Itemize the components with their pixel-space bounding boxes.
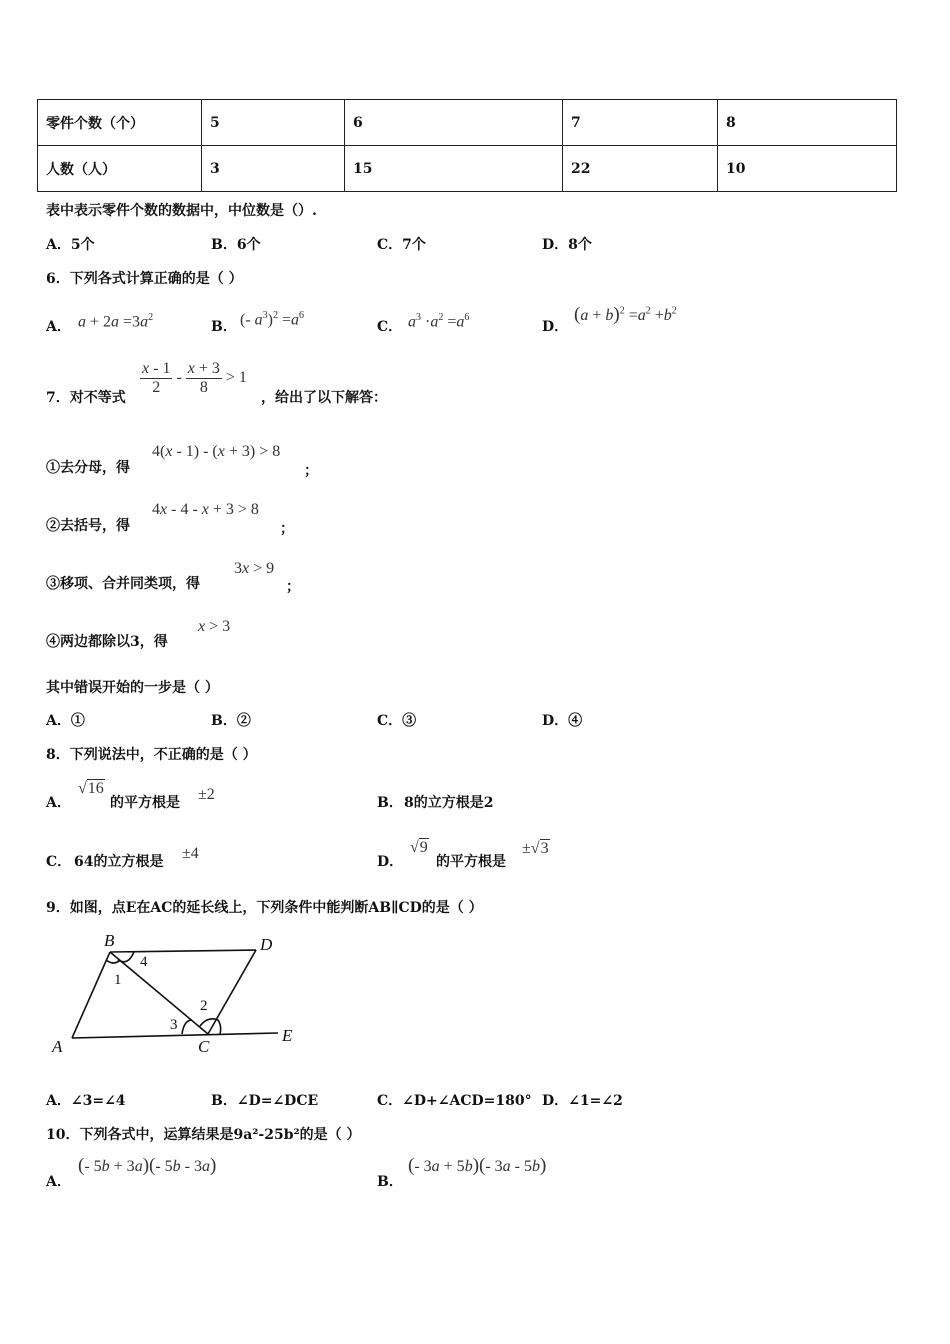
- q10-option-b-label: B．: [377, 1174, 403, 1190]
- table-cell: 3: [202, 146, 345, 192]
- q8-option-a-text: 的平方根是: [110, 795, 180, 811]
- q8-stem: 8．下列说法中，不正确的是（ ）: [46, 747, 257, 763]
- label-b: B: [104, 931, 115, 950]
- table-cell: 7: [563, 100, 718, 146]
- option-label: A．: [46, 237, 71, 253]
- option-text: ①: [70, 713, 85, 729]
- option-label: C．: [377, 237, 403, 253]
- option-label: C．: [377, 713, 403, 729]
- q9-stem: 9．如图，点E在AC的延长线上，下列条件中能判断AB∥CD的是（ ）: [46, 900, 483, 916]
- label-c: C: [198, 1037, 210, 1056]
- option-label: B．: [211, 237, 237, 253]
- q7-step-2-formula: 4x - 4 - x + 3 > 8: [152, 501, 259, 518]
- table-cell: 15: [345, 146, 563, 192]
- option-text: 7个: [402, 237, 426, 253]
- q10-stem-post: 的是（ ）: [299, 1127, 361, 1143]
- option-text: 5个: [70, 237, 95, 253]
- option-text: ③: [402, 713, 417, 729]
- table-cell: 22: [563, 146, 718, 192]
- option-text: ∠D=∠DCE: [236, 1093, 319, 1109]
- q7-option-b: [211, 710, 251, 730]
- q9-option-d: [542, 1090, 623, 1110]
- table-cell: 零件个数（个）: [38, 100, 202, 146]
- q7-step-1-formula: 4(x - 1) - (x + 3) > 8: [152, 443, 281, 460]
- q8-option-d-label: D．: [377, 854, 404, 870]
- option-text: ∠1=∠2: [568, 1093, 623, 1109]
- label-d: D: [260, 935, 273, 954]
- q8-option-a-label: A．: [46, 795, 71, 811]
- angle-arc-4: [118, 952, 134, 962]
- q7-step-3: ③移项、合并同类项，得: [46, 576, 200, 592]
- q9-option-a: [46, 1090, 126, 1110]
- option-text: ∠D+∠ACD=180°: [402, 1093, 532, 1109]
- q6-stem: 6．下列各式计算正确的是（ ）: [46, 271, 243, 287]
- q7-option-d: [542, 710, 582, 730]
- option-text: ④: [568, 713, 583, 729]
- q10-stem: [46, 1124, 361, 1144]
- q6-option-d-formula: $(a + b)^2 =a^2 +b^2$: [574, 304, 677, 325]
- q7-option-c: [377, 710, 416, 730]
- q10-option-b-formula: (- 3a + 5b)(- 3a - 5b): [408, 1155, 547, 1176]
- q7-suffix: ，给出了以下解答：: [261, 390, 387, 406]
- segment-bc: [110, 952, 208, 1034]
- q7-step-1-end: ；: [304, 463, 318, 479]
- q5-option-b: [211, 234, 261, 254]
- data-table: [37, 99, 897, 192]
- table-cell: 5: [202, 100, 345, 146]
- angle-label-1: 1: [114, 972, 122, 988]
- q7-step-2: ②去括号，得: [46, 518, 130, 534]
- option-text: ②: [236, 713, 251, 729]
- q8-option-b-label: B．: [377, 795, 403, 811]
- q10-option-a-label: A．: [46, 1174, 71, 1190]
- q7-prefix: 7．对不等式: [46, 390, 126, 406]
- table-row: [38, 100, 897, 146]
- table-row: [38, 146, 897, 192]
- q6-option-a-label: A．: [46, 319, 71, 335]
- q6-option-c-formula: $a^3 \cdot a^2 =a^6$: [408, 312, 470, 331]
- q8-option-d-text: 的平方根是: [436, 854, 506, 870]
- segment-ae: [72, 1033, 278, 1038]
- q8-option-a-result: ±2: [198, 786, 215, 803]
- q6-option-a-formula: $a + 2a =3a^2$: [78, 312, 154, 331]
- angle-label-3: 3: [170, 1017, 178, 1033]
- q8-option-b-text: 8的立方根是2: [404, 795, 494, 811]
- option-label: A．: [46, 1093, 71, 1109]
- q8-option-c-result: ±4: [182, 845, 199, 862]
- table-cell: 10: [718, 146, 897, 192]
- angle-label-4: 4: [140, 954, 148, 970]
- q8-option-c-label: C．: [46, 854, 72, 870]
- q9-figure: [46, 928, 306, 1060]
- q6-option-b-label: B．: [211, 319, 237, 335]
- q10-stem-pre: 10．下列各式中，运算结果是: [46, 1127, 234, 1143]
- q6-option-c-label: C．: [377, 319, 403, 335]
- q8-option-d-formula: √9: [410, 839, 428, 856]
- segment-ab: [72, 952, 110, 1038]
- option-text: 6个: [236, 237, 261, 253]
- option-label: D．: [542, 1093, 569, 1109]
- label-a: A: [52, 1037, 63, 1056]
- option-label: D．: [542, 713, 569, 729]
- angle-label-2: 2: [200, 998, 208, 1014]
- q5-stem: 表中表示零件个数的数据中，中位数是（）.: [46, 203, 317, 219]
- q7-step-4: ④两边都除以3，得: [46, 634, 168, 650]
- segment-bd: [110, 950, 256, 952]
- q9-option-c: [377, 1090, 532, 1110]
- q7-step-3-end: ；: [286, 579, 300, 595]
- angle-arc-2: [200, 1019, 221, 1034]
- option-text: ∠3=∠4: [70, 1093, 126, 1109]
- q7-step-3-formula: 3x > 9: [234, 560, 275, 577]
- q5-option-a: [46, 234, 95, 254]
- q6-option-d-label: D．: [542, 319, 569, 335]
- option-label: C．: [377, 1093, 403, 1109]
- option-label: B．: [211, 713, 237, 729]
- table-cell: 人数（人）: [38, 146, 202, 192]
- segment-cd: [208, 950, 256, 1034]
- q7-question: 其中错误开始的一步是（ ）: [46, 680, 219, 696]
- q7-inequality: $\frac{x - 1}{2}$ - $\frac{x + 3}{8}$ > 1: [142, 360, 247, 396]
- q5-option-d: [542, 234, 592, 254]
- q5-option-c: [377, 234, 426, 254]
- q10-option-a-formula: (- 5b + 3a)(- 5b - 3a): [78, 1155, 217, 1176]
- q7-option-a: [46, 710, 85, 730]
- label-e: E: [282, 1026, 293, 1045]
- q7-step-2-end: ；: [280, 521, 294, 537]
- table-cell: 8: [718, 100, 897, 146]
- q8-option-c-text: 64的立方根是: [74, 854, 164, 870]
- angle-arc-3: [182, 1020, 192, 1034]
- option-label: B．: [211, 1093, 237, 1109]
- q8-option-d-result: ±√3: [522, 840, 549, 857]
- q8-option-a-formula: √16: [78, 780, 104, 797]
- q6-option-b-formula: (- $a^3)^2 =a^6$: [240, 310, 305, 329]
- q9-option-b: [211, 1090, 318, 1110]
- table-cell: 6: [345, 100, 563, 146]
- option-text: 8个: [568, 237, 592, 253]
- option-label: A．: [46, 713, 71, 729]
- q7-step-1: ①去分母，得: [46, 460, 130, 476]
- option-label: D．: [542, 237, 569, 253]
- q10-stem-expr: 9a²-25b²: [233, 1127, 300, 1143]
- q7-step-4-formula: x > 3: [198, 618, 231, 635]
